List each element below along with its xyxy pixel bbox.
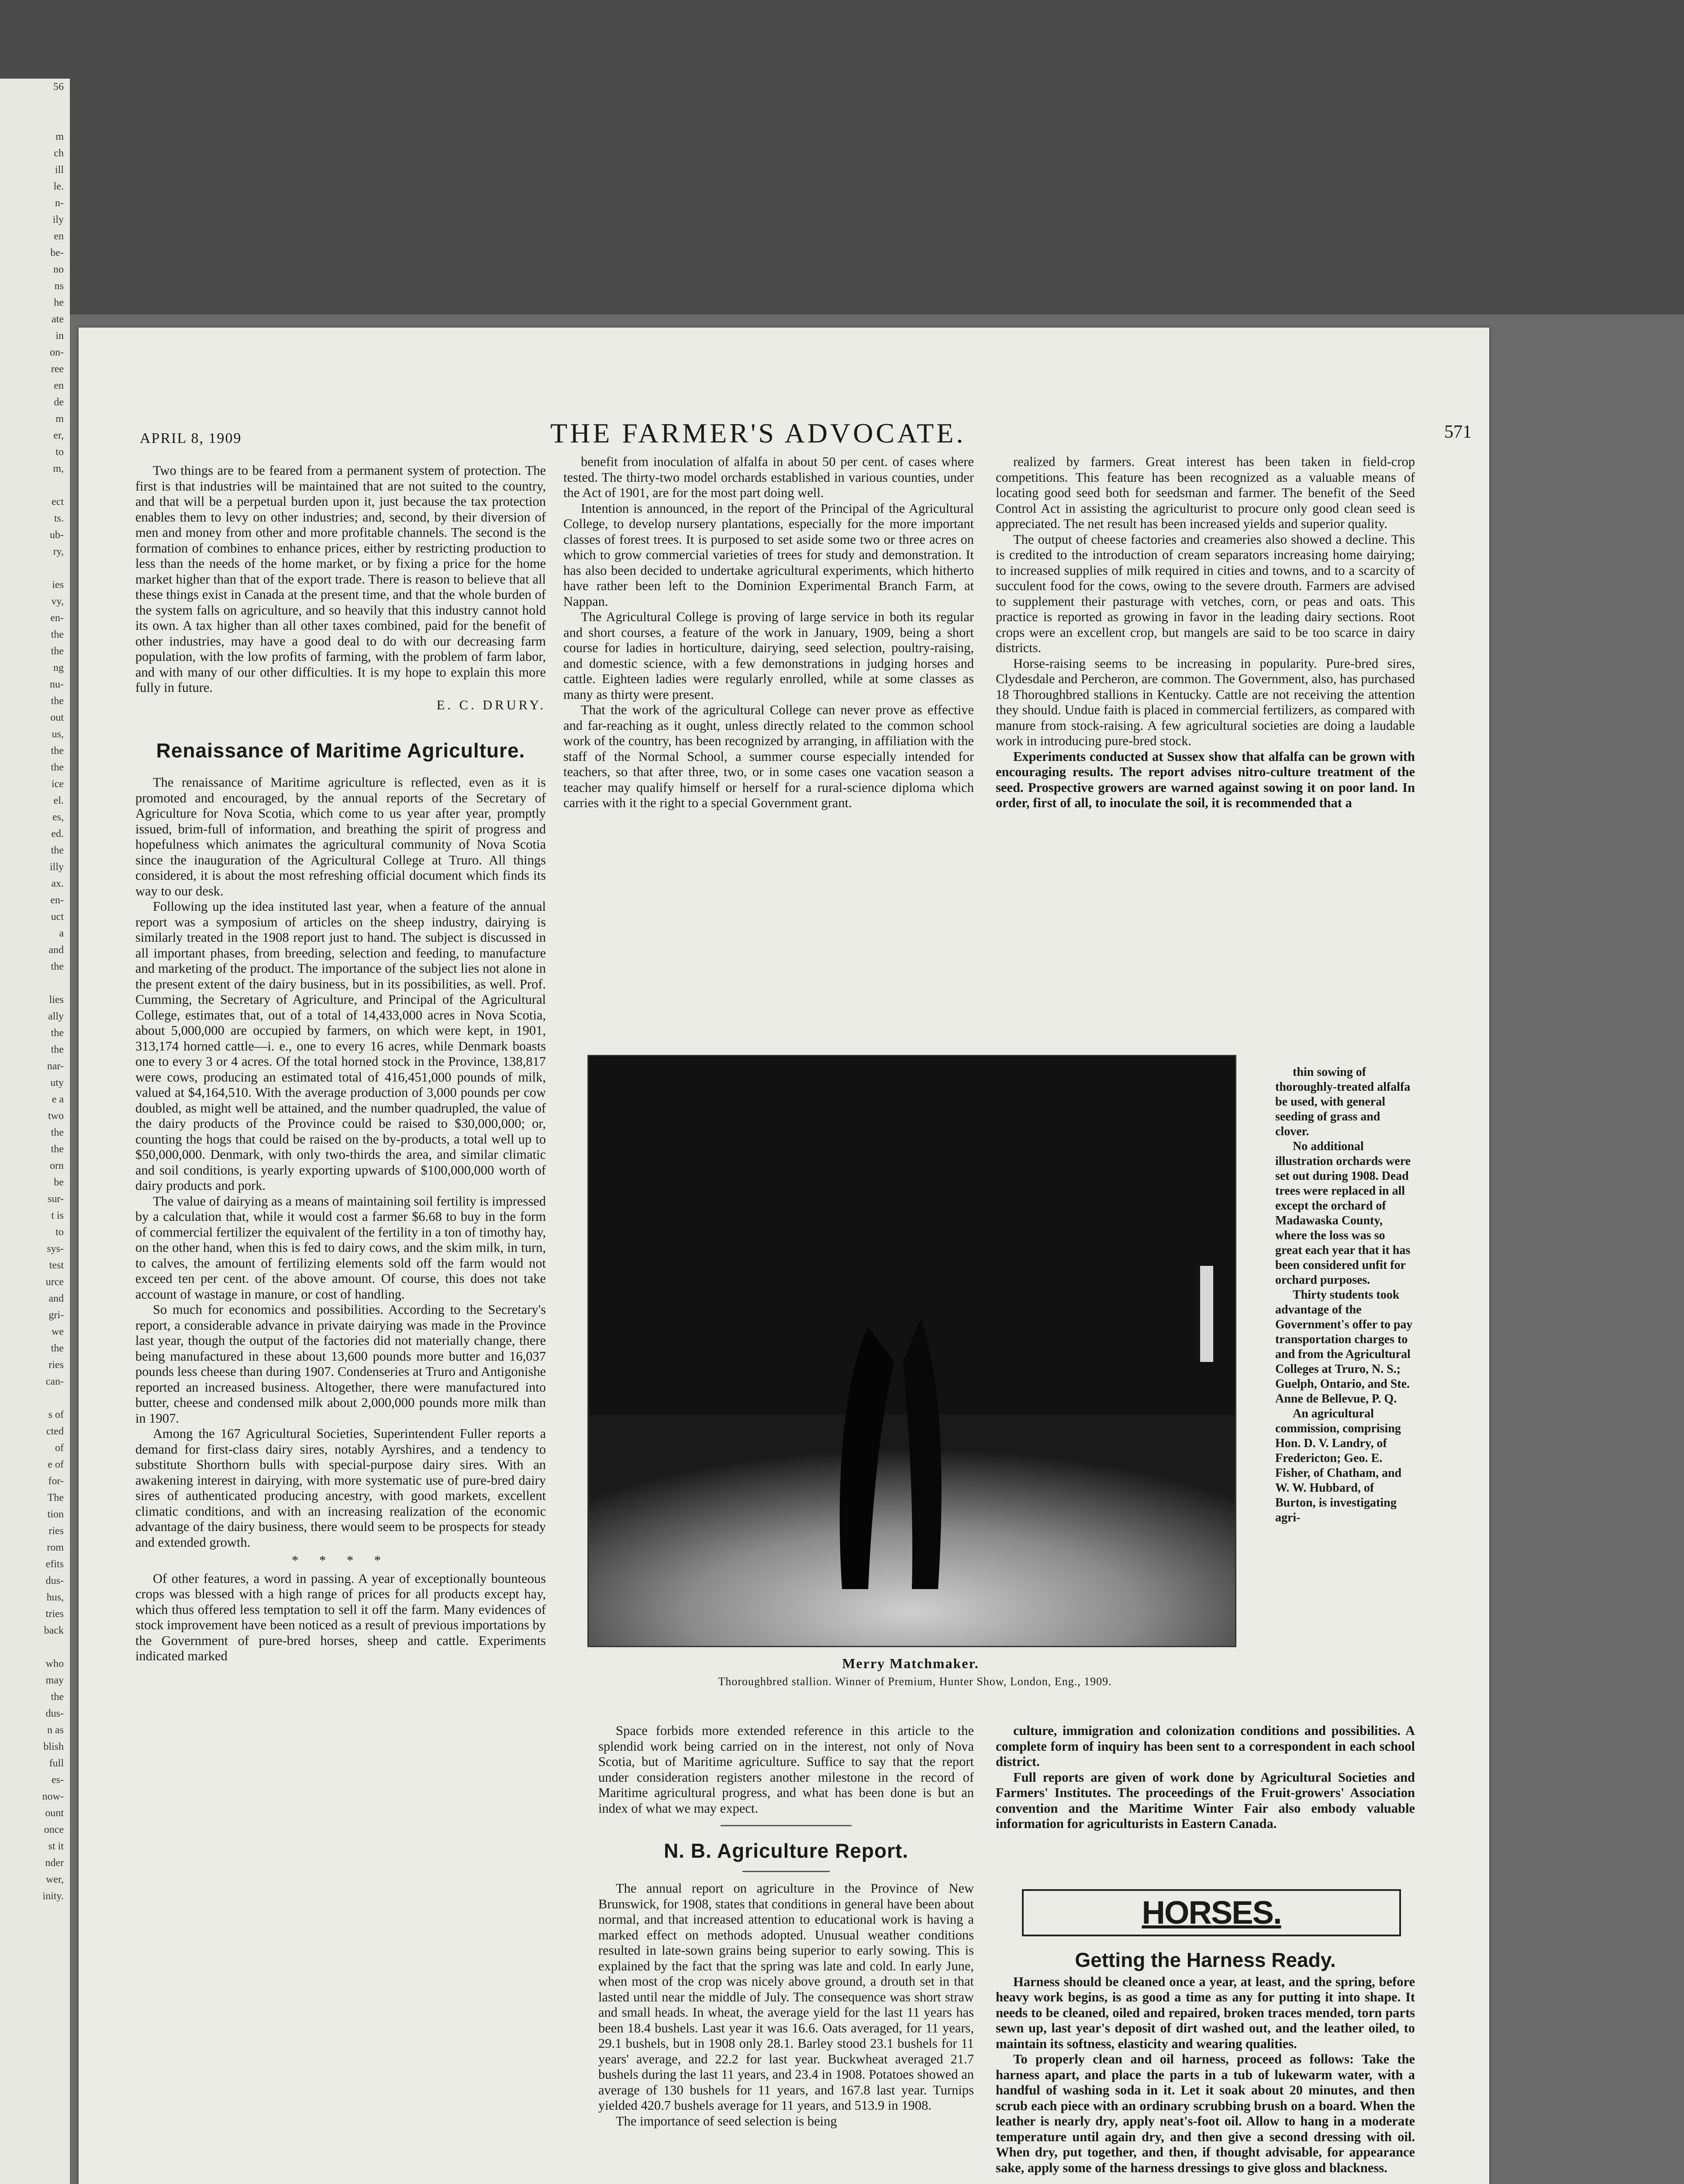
adjacent-page-fragment: e a: [52, 1094, 64, 1105]
horse-photograph: [587, 1055, 1236, 1647]
adjacent-page-fragment: ies: [52, 579, 64, 591]
article-paragraph: thin sowing of thoroughly-treated alfalfa be used, with general seeding of grass and clover.: [1275, 1065, 1411, 1138]
adjacent-page-fragment: er,: [53, 430, 64, 441]
article-heading: Getting the Harness Ready.: [1075, 1949, 1336, 1971]
adjacent-page-fragment: [0, 95, 70, 112]
article-paragraph: Space forbids more extended reference in this article to the splendid work being carried on in the interest, not only of Nova Scotia, but of Maritime agriculture. Suffice to say that the report under consideration registers another milestone in the record of Maritime agricultural progress, and what has been done is but an index of what we may expect.: [598, 1723, 974, 1816]
article-paragraph: Two things are to be feared from a permanent system of protection. The first is that industries will be maintained that are not suited to the country, and that will be a perpetual burden upon it, just because the tax protection enables them to levy on other industries; and, second, by their diversion of men and money from other and more profitable channels. The second is the formation of combines to enhance prices, either by restricting production to less than the needs of the home market, or by fixing a price for the home market higher than that of the export trade. There is reason to believe that all these things exist in Canada at the present time, and that the whole burden of the system falls on agriculture, and so heavily that this industry cannot hold its own. A tax higher than all other taxes combined, paid for the benefit of other industries, may have a good deal to do with our decreasing farm population, with the low profits of farming, with the problem of farm labor, and with many of our other difficulties. It is my hope to explain this more fully in future.: [135, 463, 546, 695]
adjacent-page-fragment: the: [51, 629, 64, 640]
adjacent-page-fragment: inity.: [42, 1890, 64, 1902]
article-paragraph: That the work of the agricultural College can never prove as effective and far-reaching as it ought, unless directly related to the common school work of the country, has been recognized by arranging, in affiliation with the staff of the Normal School, a summer course especially intended for teachers, so that after three, two, or in some cases one vacation season a teacher may qualify himself or herself for a rural-science diploma which carries with it the right to a special Government grant.: [563, 702, 974, 810]
column-3-horses: [996, 1944, 1415, 2176]
adjacent-page-fragment: es,: [52, 812, 64, 823]
adjacent-page-fragment: may: [45, 1675, 64, 1686]
adjacent-page-fragment: 56: [53, 81, 64, 93]
adjacent-page-fragment: urce: [45, 1276, 64, 1288]
adjacent-page-fragment: tries: [45, 1608, 64, 1620]
adjacent-page-fragment: to: [55, 446, 64, 458]
adjacent-page-fragment: the: [51, 646, 64, 657]
article-paragraph: culture, immigration and colonization conditions and possibilities. A complete form of inquiry has been sent to a correspondent in each school district.: [996, 1723, 1415, 1769]
article-paragraph: The importance of seed selection is being: [616, 2113, 837, 2129]
article-paragraph: Following up the idea instituted last year, when a feature of the annual report was a symposium of articles on the sheep industry, dairying is similarly treated in the 1908 report just to hand. The subject is discussed in all important phases, from breeding, selection and feeding, to manufacture and marketing of the product. The importance of the subject lies not alone in the present extent of the dairy business, but in its possibilities, as well. Prof. Cumming, the Secretary of Agriculture, and Principal of the Agricultural College, estimates that, out of a total of 14,433,000 acres in Nova Scotia, about 5,000,000 are occupied by farmers, on which were kept, in 1901, 313,174 horned cattle—i. e., one to every 16 acres, while Denmark boasts one to every 3 or 4 acres. Of the total horned stock in the Province, 138,817 were cows, producing an estimated total of 416,451,000 pounds of milk, valued at $4,164,510. With the average production of 3,000 pounds per cow doubled, as might well be attained, and the number quadrupled, the value of the dairy products of the Province could be raised to $30,000,000; or, counting the hogs that could be raised on the by-products, a total well up to $50,000,000. Denmark, with only two-thirds the area, and similar climatic and soil conditions, is yearly exporting upwards of $100,000,000 worth of dairy products and pork.: [135, 899, 546, 1193]
adjacent-page-fragment: le.: [53, 181, 64, 192]
adjacent-page-fragment: ts.: [54, 513, 64, 524]
adjacent-page-fragment: the: [51, 1144, 64, 1155]
adjacent-page-fragment: vy,: [51, 596, 64, 607]
column-1: [135, 463, 546, 1664]
article-paragraph: Of other features, a word in passing. A year of exceptionally bounteous crops was blessed with a high range of prices for all products except hay, which thus offered less temptation to sell it off the farm. Many evidences of stock improvement have been noticed as a result of previous importations by the Government of pure-bred horses, sheep and cattle. Experiments indicated marked: [135, 1571, 546, 1663]
adjacent-page-fragment: gri-: [48, 1310, 64, 1321]
adjacent-page-fragment: [0, 477, 70, 494]
article-paragraph: So much for economics and possibilities. According to the Secretary's report, a considerable advance in private dairying was made in the Province last year, though the output of the factories did not materially change, there being manufactured in these about 13,600 pounds more butter and 16,037 pounds less cheese than during 1907. Condenseries at Truro and Antigonishe reported an increased business. Altogether, there were manufactured into butter, cheese and condensed milk about 2,000,000 pounds more milk than in 1907.: [135, 1302, 546, 1426]
adjacent-page-fragment: [0, 560, 70, 577]
adjacent-page-fragment: ill: [55, 164, 64, 176]
article-paragraph: Intention is announced, in the report of the Principal of the Agricultural College, to develop nursery plantations, especially for the more important classes of forest trees. It is purposed to set aside some two or three acres on which to grow commercial varieties of trees for study and demonstration. It has also been decided to undertake agricultural experiments, which hitherto have rather been left to the Dominion Experimental Branch Farm, at Nappan.: [563, 501, 974, 609]
adjacent-page-fragment: sys-: [47, 1243, 64, 1254]
adjacent-page-fragment: the: [51, 1343, 64, 1354]
adjacent-page-fragment: ree: [51, 363, 64, 375]
adjacent-page-fragment: ily: [52, 214, 64, 225]
adjacent-page-fragment: ub-: [50, 529, 64, 541]
section-separator: * * * *: [292, 1553, 390, 1568]
column-3-narrow: [1275, 1065, 1415, 1525]
adjacent-page-fragment: to: [55, 1227, 64, 1238]
adjacent-page-fragment: the: [51, 1127, 64, 1138]
article-heading: Renaissance of Maritime Agriculture.: [156, 739, 525, 762]
article-paragraph: The annual report on agriculture in the Province of New Brunswick, for 1908, states that conditions in general have been about normal, and that increased attention to educational work is having a marked effect on methods adopted. Unusual weather conditions resulted in late-sown grains being superior to early sowing. This is explained by the fact that the spring was late and cold. In early June, when most of the crop was nicely above ground, a drouth set in that lasted until near the middle of July. The consequence was short straw and small heads. In wheat, the average yield for the last 11 years has been 18.4 bushels. Last year it was 16.6. Oats averaged, for 11 years, 29.1 bushels, but in 1908 only 28.1. Barley stood 23.1 bushels for 11 years' average, and 22.2 for last year. Buckwheat averaged 21.7 bushels during the last 11 years, and 23.4 in 1908. Potatoes showed an average of 130 bushels for 11 years, and 167.8 last year. Turnips yielded 420.7 bushels average for 11 years, and 513.9 in 1908.: [598, 1881, 974, 2113]
adjacent-page-fragment: two: [48, 1110, 64, 1122]
adjacent-page-fragment: nu-: [50, 679, 64, 690]
adjacent-page-fragment: nder: [45, 1857, 64, 1869]
adjacent-page-fragment: ed.: [51, 828, 64, 840]
adjacent-page-fragment: on-: [50, 347, 64, 358]
article-paragraph: Thirty students took advantage of the Government's offer to pay transportation charges to and from the Agricultural Colleges at Truro, N. S.; Guelph, Ontario, and Ste. Anne de Bellevue, P. Q.: [1275, 1288, 1413, 1406]
adjacent-page-fragment: the: [51, 1691, 64, 1703]
adjacent-page-fragment: el.: [53, 795, 64, 806]
adjacent-page-fragment: en-: [50, 895, 64, 906]
adjacent-page-fragment: ry,: [53, 546, 64, 557]
column-2-lower: [598, 1723, 974, 2129]
adjacent-page-fragment: the: [51, 1027, 64, 1039]
adjacent-page-strip: [0, 79, 70, 2184]
section-banner-horses: HORSES.: [1022, 1889, 1401, 1936]
article-paragraph: An agricultural commission, comprising Hon. D. V. Landry, of Fredericton; Geo. E. Fisher, of Chatham, and W. W. Hubbard, of Burton, is investigating agri-: [1275, 1407, 1402, 1524]
adjacent-page-fragment: orn: [50, 1160, 64, 1171]
article-paragraph: Full reports are given of work done by Agricultural Societies and Farmers' Institutes. The proceedings of the Fruit-growers' Association convention and the Maritime Winter Fair also embody valuable information for agriculturists in Eastern Canada.: [996, 1769, 1415, 1831]
adjacent-page-fragment: tion: [47, 1509, 64, 1520]
article-paragraph: The output of cheese factories and creameries also showed a decline. This is credited to the introduction of cream separators increasing home dairying; to increased supplies of milk required in cities and towns, and to a scarcity of succulent food for the cows, owing to the severe drouth. Farmers are advised to supplement their pasturage with vetches, corn, or peas and oats. This practice is reported as growing in favor in the leading dairy sections. Root crops were an excellent crop, but mangels are said to be too scarce in dairy districts.: [996, 532, 1415, 655]
adjacent-page-fragment: ch: [54, 148, 64, 159]
adjacent-page-fragment: no: [53, 264, 64, 275]
photo-title: Merry Matchmaker.: [842, 1655, 979, 1671]
adjacent-page-fragment: and: [48, 944, 64, 956]
newspaper-page: [79, 328, 1489, 2184]
adjacent-page-fragment: n as: [47, 1724, 64, 1736]
adjacent-page-fragment: [0, 112, 70, 128]
adjacent-page-fragment: uty: [50, 1077, 64, 1089]
adjacent-page-fragment: and: [48, 1293, 64, 1304]
adjacent-page-fragment: e of: [48, 1459, 64, 1470]
adjacent-page-fragment: en-: [50, 612, 64, 624]
adjacent-page-fragment: nar-: [47, 1061, 64, 1072]
article-paragraph: Harness should be cleaned once a year, at least, and the spring, before heavy work begins, is as good a time as any for putting it into shape. It needs to be cleaned, oiled and repaired, broken traces mended, torn parts sewn up, last year's deposit of dirt washed out, and the leather oiled, to maintain its softness, elasticity and wearing qualities.: [996, 1974, 1415, 2051]
adjacent-page-fragment: the: [51, 762, 64, 773]
adjacent-page-fragment: the: [51, 745, 64, 757]
adjacent-page-fragment: ally: [48, 1011, 64, 1022]
adjacent-page-fragment: [0, 1639, 70, 1655]
adjacent-page-fragment: can-: [45, 1376, 64, 1387]
article-paragraph: The renaissance of Maritime agriculture is reflected, even as it is promoted and encouraged, by the annual reports of the Secretary of Agriculture for Nova Scotia, which come to us year after year, promptly issued, brim-full of information, and breathing the spirit of progress and hopefulness which animates the agricultural community of Nova Scotia since the inauguration of the Agricultural College at Truro. All things considered, it is about the most refreshing official document which finds its way to our desk.: [135, 775, 546, 898]
adjacent-page-fragment: ate: [52, 314, 64, 325]
adjacent-page-fragment: a: [59, 928, 64, 939]
adjacent-page-fragment: en: [54, 231, 64, 242]
adjacent-page-fragment: now-: [42, 1791, 64, 1802]
adjacent-page-fragment: dus-: [45, 1708, 64, 1719]
adjacent-page-fragment: uct: [51, 911, 64, 923]
adjacent-page-fragment: [0, 975, 70, 992]
adjacent-page-fragment: in: [55, 330, 64, 342]
adjacent-page-fragment: efits: [45, 1559, 64, 1570]
article-paragraph: The Agricultural College is proving of large service in both its regular and short courses, a feature of the work in January, 1909, being a short course for ladies in horticulture, dairying, seed selection, poultry-raising, and domestic science, with a few demonstrations in judging horses and cattle. Eighteen ladies were regularly enrolled, while at some classes as many as thirty were present.: [563, 609, 974, 702]
adjacent-page-fragment: ries: [48, 1359, 64, 1371]
column-2: [563, 454, 974, 811]
adjacent-page-fragment: dus-: [45, 1575, 64, 1586]
adjacent-page-fragment: m: [55, 413, 64, 425]
adjacent-page-fragment: the: [51, 1044, 64, 1055]
adjacent-page-fragment: the: [51, 845, 64, 856]
adjacent-page-fragment: rom: [47, 1542, 64, 1553]
adjacent-page-fragment: s of: [48, 1409, 64, 1420]
adjacent-page-fragment: ount: [45, 1807, 64, 1819]
article-paragraph: Horse-raising seems to be increasing in popularity. Pure-bred sires, Clydesdale and Percheron, are common. The Government, also, has purchased 18 Thoroughbred stallions in Kentucky. Cattle are not receiving the attention they should. Undue faith is placed in commercial fertilizers, as compared with manure from stock-raising. A few agricultural societies are doing a laudable work in introducing pure-bred stock.: [996, 656, 1415, 748]
article-paragraph: The value of dairying as a means of maintaining soil fertility is impressed by a calculation that, while it would cost a farmer $6.68 to buy in the form of commercial fertilizer the equivalent of the fertility in a ton of timothy hay, on the other hand, when this is fed to dairy cows, and the skim milk, in turn, to calves, the amount of fertilizing elements sold off the farm would not exceed ten per cent. of the above amount. Of course, this does not take account of wastage in manure, or cost of handling.: [135, 1193, 546, 1302]
adjacent-page-fragment: [0, 1390, 70, 1406]
adjacent-page-fragment: we: [52, 1326, 64, 1337]
adjacent-page-fragment: en: [54, 380, 64, 391]
article-paragraph: Among the 167 Agricultural Societies, Superintendent Fuller reports a demand for first-class dairy sires, notably Ayrshires, and a tendency to substitute Shorthorn bulls with special-purpose dairy sires. With an awakening interest in dairying, with more systematic use of pure-bred dairy sires of authenticated producing ancestry, with good markets, excellent climatic conditions, and with an increasing realization of the economic advantage of the dairy business, there would seem to be prospects for steady and extended growth.: [135, 1426, 546, 1550]
adjacent-page-fragment: ect: [52, 496, 64, 508]
adjacent-page-fragment: n-: [55, 197, 64, 209]
adjacent-page-fragment: sur-: [48, 1193, 64, 1205]
adjacent-page-fragment: ax.: [51, 878, 64, 889]
adjacent-page-fragment: ice: [52, 778, 64, 790]
adjacent-page-fragment: es-: [52, 1774, 64, 1786]
adjacent-page-fragment: who: [45, 1658, 64, 1669]
adjacent-page-fragment: t is: [51, 1210, 64, 1221]
adjacent-page-fragment: back: [44, 1625, 64, 1636]
article-heading: N. B. Agriculture Report.: [664, 1839, 908, 1862]
adjacent-page-fragment: of: [55, 1442, 64, 1454]
adjacent-page-fragment: us,: [52, 729, 64, 740]
adjacent-page-fragment: cted: [46, 1426, 64, 1437]
adjacent-page-fragment: m: [55, 131, 64, 142]
adjacent-page-fragment: m,: [53, 463, 64, 474]
article-paragraph: realized by farmers. Great interest has been taken in field-crop competitions. This feature has been recognized as a valuable means of locating good seed both for seedsman and farmer. The benefit of the Seed Control Act in assisting the agriculturist to procure only good clean seed is appreciated. The net result has been increased yields and superior quality.: [996, 454, 1415, 531]
issue-date: APRIL 8, 1909: [140, 430, 242, 446]
column-3: [996, 454, 1415, 811]
adjacent-page-fragment: hus,: [46, 1592, 64, 1603]
page-number: 571: [1444, 422, 1472, 442]
adjacent-page-fragment: wer,: [45, 1874, 64, 1885]
article-paragraph: Experiments conducted at Sussex show that alfalfa can be grown with encouraging results. The report advises nitro-culture treatment of the seed. Prospective growers are warned against sowing it on poor land. In order, first of all, to inoculate the soil, it is recommended that a: [996, 749, 1415, 810]
adjacent-page-fragment: out: [50, 712, 64, 723]
masthead-title: THE FARMER'S ADVOCATE.: [550, 418, 966, 449]
photo-image: [589, 1056, 1235, 1646]
adjacent-page-fragment: once: [44, 1824, 64, 1835]
adjacent-page-fragment: be: [54, 1177, 64, 1188]
adjacent-page-fragment: full: [49, 1758, 64, 1769]
author-signature: E. C. DRURY.: [436, 697, 546, 712]
divider-rule: [721, 1825, 852, 1826]
adjacent-page-fragment: he: [54, 297, 64, 308]
adjacent-page-fragment: ns: [54, 280, 64, 292]
adjacent-page-fragment: The: [47, 1492, 64, 1503]
adjacent-page-fragment: for-: [48, 1476, 64, 1487]
adjacent-page-fragment: lies: [49, 994, 64, 1006]
adjacent-page-fragment: st it: [48, 1841, 64, 1852]
article-paragraph: To properly clean and oil harness, proceed as follows: Take the harness apart, and place the parts in a tub of lukewarm water, with a handful of washing soda in it. Let it soak about 20 minutes, and then scrub each piece with an ordinary scrubbing brush on a board. When the leather is nearly dry, apply neat's-foot oil. Allow to hang in a moderate temperature until again dry, and then give a second dressing with oil. When dry, put together, and then, if thought advisable, for appearance sake, apply some of the harness dressings to give gloss and blackness.: [996, 2052, 1415, 2175]
divider-rule: [742, 1871, 830, 1872]
page-header: [140, 417, 1546, 456]
adjacent-page-fragment: ng: [53, 662, 64, 674]
article-paragraph: benefit from inoculation of alfalfa in about 50 per cent. of cases where tested. The thirty-two model orchards established in various counties, under the Act of 1901, are for the most part doing well.: [563, 454, 974, 500]
adjacent-page-fragment: blish: [43, 1741, 64, 1752]
adjacent-page-fragment: illy: [49, 861, 64, 873]
adjacent-page-fragment: test: [49, 1260, 64, 1271]
column-3-lower: [996, 1723, 1415, 1832]
adjacent-page-fragment: be-: [50, 247, 64, 259]
adjacent-page-fragment: the: [51, 961, 64, 972]
adjacent-page-fragment: de: [54, 397, 64, 408]
article-paragraph: No additional illustration orchards were set out during 1908. Dead trees were replaced in all except the orchard of Madawaska County, where the loss was so great each year that it has been considered unfit for orchard purposes.: [1275, 1140, 1411, 1287]
adjacent-page-fragment: ries: [48, 1525, 64, 1537]
adjacent-page-fragment: the: [51, 695, 64, 707]
scan-background-top: [0, 0, 1684, 314]
photo-caption: Thoroughbred stallion. Winner of Premium, Hunter Show, London, Eng., 1909.: [718, 1675, 1112, 1688]
